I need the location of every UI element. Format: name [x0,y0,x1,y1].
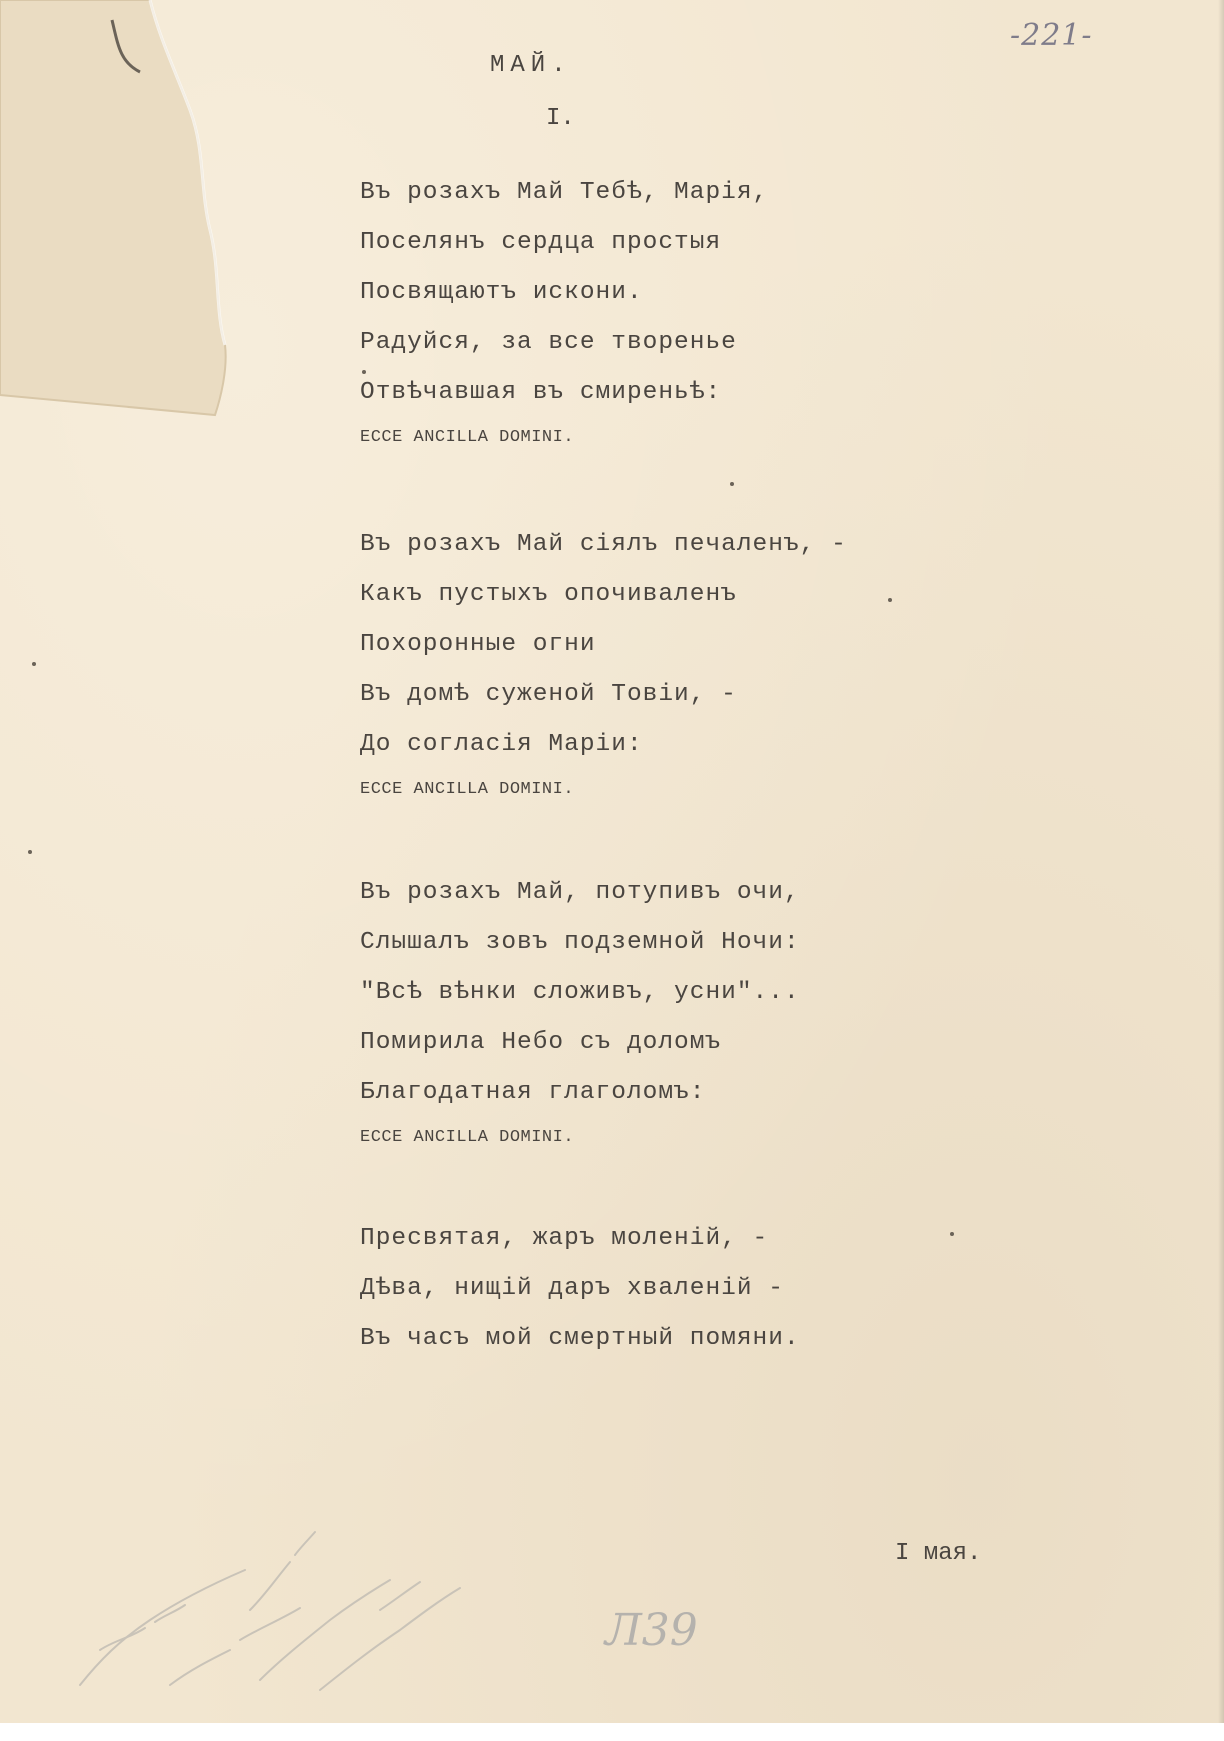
date-line: I мая. [895,1540,982,1567]
page-edge-right [1218,0,1224,1741]
verse-line: До согласія Маріи: [360,731,643,758]
ink-speck [730,482,734,486]
verse-line: Отвѣчавшая въ смиреньѣ: [360,379,722,406]
torn-corner [0,0,240,420]
verse-line: Въ домѣ суженой Товіи, - [360,681,737,708]
verse-line: Поселянъ сердца простыя [360,229,722,256]
ink-speck [950,1232,954,1236]
verse-line: Благодатная глаголомъ: [360,1079,706,1106]
verse-line: Слышалъ зовъ подземной Ночи: [360,929,800,956]
ink-speck [362,370,366,374]
section-numeral: I. [546,105,575,132]
verse-line: Посвящаютъ искони. [360,279,643,306]
pencil-page-mark: Л39 [605,1605,698,1656]
verse-line: Въ розахъ Май сіялъ печаленъ, - [360,531,847,558]
verse-line: Въ часъ мой смертный помяни. [360,1325,800,1352]
verse-line: Радуйся, за все творенье [360,329,737,356]
verse-line: Въ розахъ Май Тебѣ, Марія, [360,179,769,206]
pencil-annotation [60,1500,540,1700]
verse-line: Какъ пустыхъ опочиваленъ [360,581,737,608]
stanza-1 [360,168,768,458]
ink-speck [888,598,892,602]
ink-speck [32,662,36,666]
stanza-4 [360,1214,800,1364]
verse-line: Похоронные огни [360,631,596,658]
archive-number: -221- [1010,18,1093,53]
refrain-line: ECCE ANCILLA DOMINI. [360,780,575,799]
refrain-line: ECCE ANCILLA DOMINI. [360,1128,575,1147]
verse-line: Въ розахъ Май, потупивъ очи, [360,879,800,906]
verse-line: Помирила Небо съ доломъ [360,1029,722,1056]
ink-speck [28,850,32,854]
verse-line: "Всѣ вѣнки сложивъ, усни"... [360,979,800,1006]
stanza-3 [360,868,800,1158]
verse-line: Дѣва, нищій даръ хваленій - [360,1275,784,1302]
page-edge-bottom [0,1723,1224,1741]
verse-line: Пресвятая, жаръ моленій, - [360,1225,769,1252]
refrain-line: ECCE ANCILLA DOMINI. [360,428,575,447]
poem-title: МАЙ. [490,52,572,79]
stanza-2 [360,520,847,810]
